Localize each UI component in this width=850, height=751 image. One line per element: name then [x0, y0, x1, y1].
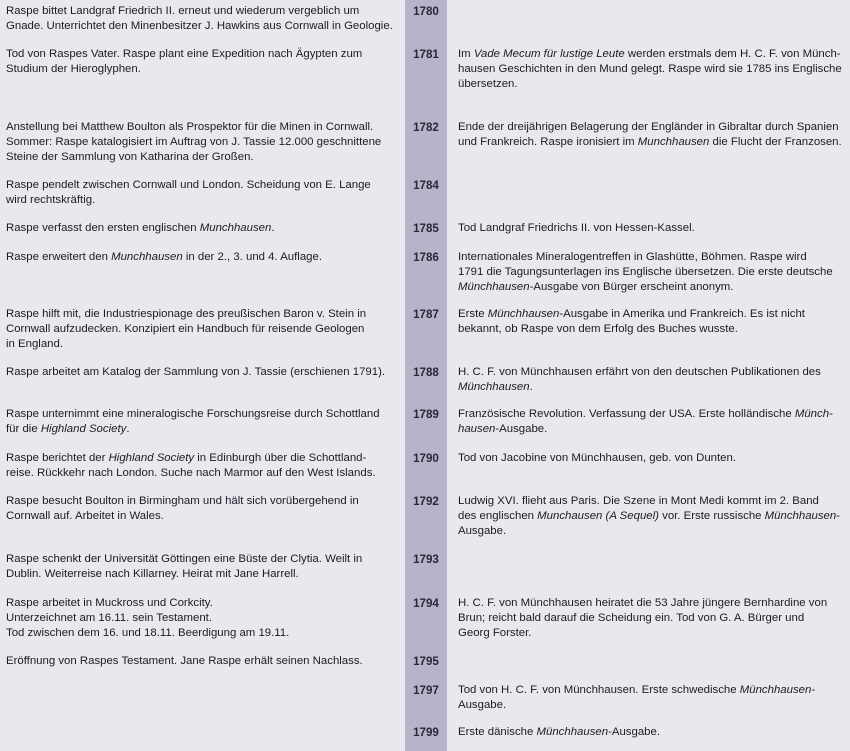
text-part-italic: Highland Society [108, 452, 195, 464]
text-part: . [271, 222, 275, 234]
text-part: -Ausgabe von Bürger erscheint anonym. [529, 281, 734, 294]
text-part: . [529, 381, 533, 394]
text-part: Französische Revolution. Verfassung der USA. Erste holländische [458, 408, 795, 420]
year-label: 1794 [413, 597, 439, 610]
world-event [458, 494, 850, 540]
text-part-italic: Münchhausen [458, 381, 530, 394]
text-part-italic: Münchhausen [536, 726, 609, 738]
text-part-italic: Highland Society [40, 423, 127, 436]
raspe-event: Anstellung bei Matthew Boulton als Prospektor für die Minen in Cornwall. Sommer: Raspe katalogisiert im Auftrag von J. Tassie 12.000 geschnittene Steine der Sammlung von Katharina der Großen. [6, 121, 382, 164]
raspe-event: Tod von Raspes Vater. Raspe plant eine Expedition nach Ägypten zum Studium der Hieroglyphen. [6, 48, 363, 76]
text-part: werden erstmals dem H. C. F. von Münch- hausen Geschichten in den Mund gelegt. Raspe wird sie 1785 ins Englische übersetzen. [458, 48, 842, 91]
year-label: 1788 [413, 366, 439, 379]
text-part-italic: Munchhausen [111, 251, 183, 263]
year-label: 1797 [413, 684, 439, 697]
raspe-event: Raspe besucht Boulton in Birmingham und hält sich vorübergehend in Cornwall auf. Arbeitet in Wales. [6, 495, 359, 523]
year-label: 1782 [413, 121, 439, 134]
raspe-event: Raspe bittet Landgraf Friedrich II. erneut und wiederum vergeblich um Gnade. Unterrichtet den Minenbesitzer J. Hawkins aus Cornwall in Geologie. [6, 5, 393, 33]
text-part: Tod von H. C. F. von Münchhausen. Erste schwedische [458, 684, 740, 696]
text-part: H. C. F. von Münchhausen erfährt von den deutschen Publikationen des [458, 366, 821, 378]
world-event [458, 407, 850, 437]
raspe-event [6, 451, 400, 481]
text-part: . [126, 423, 130, 436]
text-part-italic: Münchhausen [487, 308, 560, 320]
text-part: vor. Erste russische [658, 510, 765, 523]
text-part-italic: Vade Mecum für lustige Leute [473, 48, 625, 60]
text-part-italic: Munchausen (A Sequel) [537, 510, 659, 523]
world-event [458, 47, 850, 93]
raspe-event: Raspe pendelt zwischen Cornwall und London. Scheidung von E. Lange wird rechtskräftig. [6, 179, 371, 207]
world-event [458, 250, 850, 296]
text-part: Raspe verfasst den ersten englischen [6, 222, 200, 234]
year-label: 1793 [413, 553, 439, 566]
raspe-event: Raspe hilft mit, die Industriespionage des preußischen Baron v. Stein in Cornwall aufzudecken. Konzipiert ein Handbuch für reisende Geologen in England. [6, 308, 367, 351]
text-part-italic: Münch- hausen [458, 408, 833, 436]
year-label: 1785 [413, 222, 439, 235]
text-part: in der 2., 3. und 4. Auflage. [182, 251, 322, 263]
text-part: Im [458, 48, 474, 60]
year-label: 1795 [413, 655, 439, 668]
world-event [458, 120, 850, 150]
world-event: Tod Landgraf Friedrichs II. von Hessen-Kassel. [458, 222, 695, 234]
text-part-italic: Munchhausen [199, 222, 272, 234]
text-part: -Ausgabe. [608, 726, 661, 738]
year-label: 1790 [413, 452, 439, 465]
year-label: 1799 [413, 726, 439, 739]
raspe-event [6, 221, 400, 236]
text-part: - Ausgabe. [458, 684, 816, 712]
year-label: 1780 [413, 5, 439, 18]
year-label: 1786 [413, 251, 439, 264]
raspe-event: Eröffnung von Raspes Testament. Jane Raspe erhält seinen Nachlass. [6, 655, 363, 667]
world-event [458, 683, 850, 713]
text-part-italic: Munchhausen [637, 136, 710, 149]
raspe-event: Raspe arbeitet am Katalog der Sammlung von J. Tassie (erschienen 1791). [6, 366, 386, 378]
text-part-italic: Münchhausen [458, 281, 530, 294]
world-event: Tod von Jacobine von Münchhausen, geb. von Dunten. [458, 452, 736, 464]
world-event: H. C. F. von Münchhausen heiratet die 53 Jahre jüngere Bernhardine von Brun; reicht bald darauf die Scheidung ein. Tod von G. A. Bürger und Georg Forster. [458, 597, 828, 640]
text-part-italic: Münchhausen [739, 684, 812, 696]
text-part: Ludwig XVI. flieht aus Paris. Die Szene in Mont Medi kommt im 2. Band des englischen [458, 495, 819, 523]
text-part: Raspe erweitert den [6, 251, 112, 263]
text-part: Raspe unternimmt eine mineralogische Forschungsreise durch Schottland für die [6, 408, 380, 436]
text-part: Internationales Mineralogentreffen in Glashütte, Böhmen. Raspe wird 1791 die Tagungsunterlagen ins Englische übersetzen. Die erste deutsche [458, 251, 833, 279]
world-event [458, 307, 850, 337]
raspe-event [6, 250, 400, 265]
world-event [458, 725, 850, 740]
raspe-event: Raspe schenkt der Universität Göttingen eine Büste der Clytia. Weilt in Dublin. Weiterreise nach Killarney. Heirat mit Jane Harrell. [6, 553, 363, 581]
world-event [458, 365, 850, 395]
year-label: 1792 [413, 495, 439, 508]
year-label: 1784 [413, 179, 439, 192]
year-label: 1789 [413, 408, 439, 421]
text-part-italic: Münchhausen [764, 510, 837, 523]
text-part: Raspe berichtet der [6, 452, 109, 464]
raspe-event [6, 407, 400, 437]
text-part: die Flucht der Franzosen. [709, 136, 842, 149]
text-part: in Edinburgh über die Schottland- reise. Rückkehr nach London. Suche nach Marmor auf den West Islands. [6, 452, 376, 480]
text-part: Ende der dreijährigen Belagerung der Engländer in Gibraltar durch Spanien und Frankreich. Raspe ironisiert im [458, 121, 839, 149]
raspe-event: Raspe arbeitet in Muckross und Corkcity. Unterzeichnet am 16.11. sein Testament. Tod zwischen dem 16. und 18.11. Beerdigung am 19.11. [6, 597, 290, 640]
text-part: Erste [458, 308, 488, 320]
text-part: -Ausgabe. [495, 423, 548, 436]
text-part: Erste dänische [458, 726, 537, 738]
text-part: - Ausgabe. [458, 510, 841, 538]
year-label: 1781 [413, 48, 439, 61]
text-part: -Ausgabe in Amerika und Frankreich. Es ist nicht bekannt, ob Raspe von dem Erfolg des Buches wusste. [458, 308, 805, 336]
year-label: 1787 [413, 308, 439, 321]
